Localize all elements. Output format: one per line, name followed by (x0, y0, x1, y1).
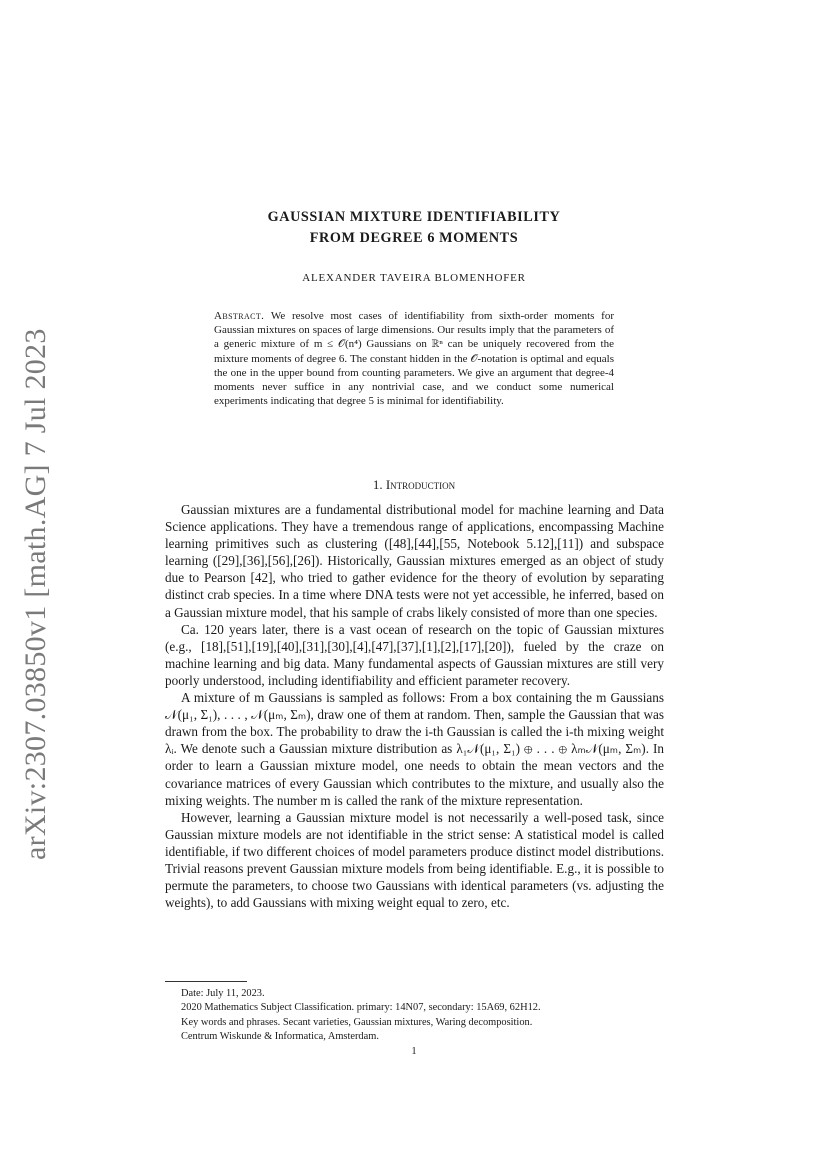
footnote-affiliation: Centrum Wiskunde & Informatica, Amsterdam. (181, 1031, 379, 1043)
paragraph: Gaussian mixtures are a fundamental distributional model for machine learning and Data Science applications. They have a tremendous range of applications, encompassing Machine learning primitives such as clustering ([48],[44],[55, Notebook 5.12],[11]) and subspace learning ([29],[36],[56],[26]). Historically, Gaussian mixtures emerged as an object of study due to Pearson [42], who tried to gather evidence for the theory of evolution by separating distinct crab species. In a time where DNA tests were not yet accessible, he inferred, based on a Gaussian mixture model, that his sample of crabs likely consisted of more than one species. (165, 502, 664, 620)
paragraph: Ca. 120 years later, there is a vast ocean of research on the topic of Gaussian mixtures (e.g., [18],[51],[19],[40],[31],[30],[4],[47],[37],[1],[2],[17],[20]), fueled by the craze on machine learning and big data. Many fundamental aspects of Gaussian mixtures are still very poorly understood, including identifiability and efficient parameter recovery. (165, 621, 664, 688)
title-line-1: GAUSSIAN MIXTURE IDENTIFIABILITY (267, 209, 561, 225)
abstract (214, 309, 614, 408)
section-heading (0, 477, 828, 493)
abstract-text: We resolve most cases of identifiability from sixth-order moments for Gaussian mixtures on spaces of large dimensions. Our results imply that the parameters of a generic mixture of m ≤ 𝒪(n⁴) Gaussians on ℝⁿ can be uniquely recovered from the mixture moments of degree 6. The constant hidden in the 𝒪-notation is optimal and equals the one in the upper bound from counting parameters. We give an argument that degree-4 moments never suffice in any nontrivial case, and we conduct some numerical experiments indicating that degree 5 is minimal for identifiability. (214, 310, 614, 408)
paragraph: A mixture of m Gaussians is sampled as follows: From a box containing the m Gaussians 𝒩(μ₁, Σ₁), . . . , 𝒩(μₘ, Σₘ), draw one of them at random. Then, sample the Gaussian that was drawn from the box. The probability to draw the i-th Gaussian is called the i-th mixing weight λᵢ. We denote such a Gaussian mixture distribution as λ₁𝒩(μ₁, Σ₁) ⊕ . . . ⊕ λₘ𝒩(μₘ, Σₘ). In order to learn a Gaussian mixture model, one needs to obtain the mean vectors and the covariance matrices of every Gaussian which contributes to the mixture, and usually also the mixing weights. The number m is called the rank of the mixture representation. (165, 690, 664, 808)
section-number: 1. (372, 477, 383, 492)
footnote-rule (165, 981, 247, 982)
abstract-label: Abstract. (214, 310, 265, 322)
section-title: Introduction (385, 477, 456, 492)
paper-title (0, 207, 828, 249)
footnote-keywords: Key words and phrases. Secant varieties, Gaussian mixtures, Waring decomposition. (181, 1016, 533, 1028)
page-number: 1 (411, 1046, 417, 1057)
body-text (165, 501, 664, 911)
arxiv-identifier: arXiv:2307.03850v1 [math.AG] 7 Jul 2023 (19, 328, 52, 860)
title-line-2: FROM DEGREE 6 MOMENTS (309, 230, 519, 246)
footnote-msc: 2020 Mathematics Subject Classification. primary: 14N07, secondary: 15A69, 62H12. (181, 1002, 541, 1014)
paragraph: However, learning a Gaussian mixture model is not necessarily a well-posed task, since Gaussian mixture models are not identifiable in the strict sense: A statistical model is called identifiable, if two different choices of model parameters produce distinct model distributions. Trivial reasons prevent Gaussian mixture models from being identifiable. E.g., it is possible to permute the parameters, to choose two Gaussians with identical parameters (vs. adjusting the weights), to add Gaussians with mixing weight equal to zero, etc. (165, 809, 664, 911)
author: ALEXANDER TAVEIRA BLOMENHOFER (302, 272, 526, 284)
footnotes (181, 987, 661, 1045)
footnote-date: Date: July 11, 2023. (181, 988, 265, 999)
